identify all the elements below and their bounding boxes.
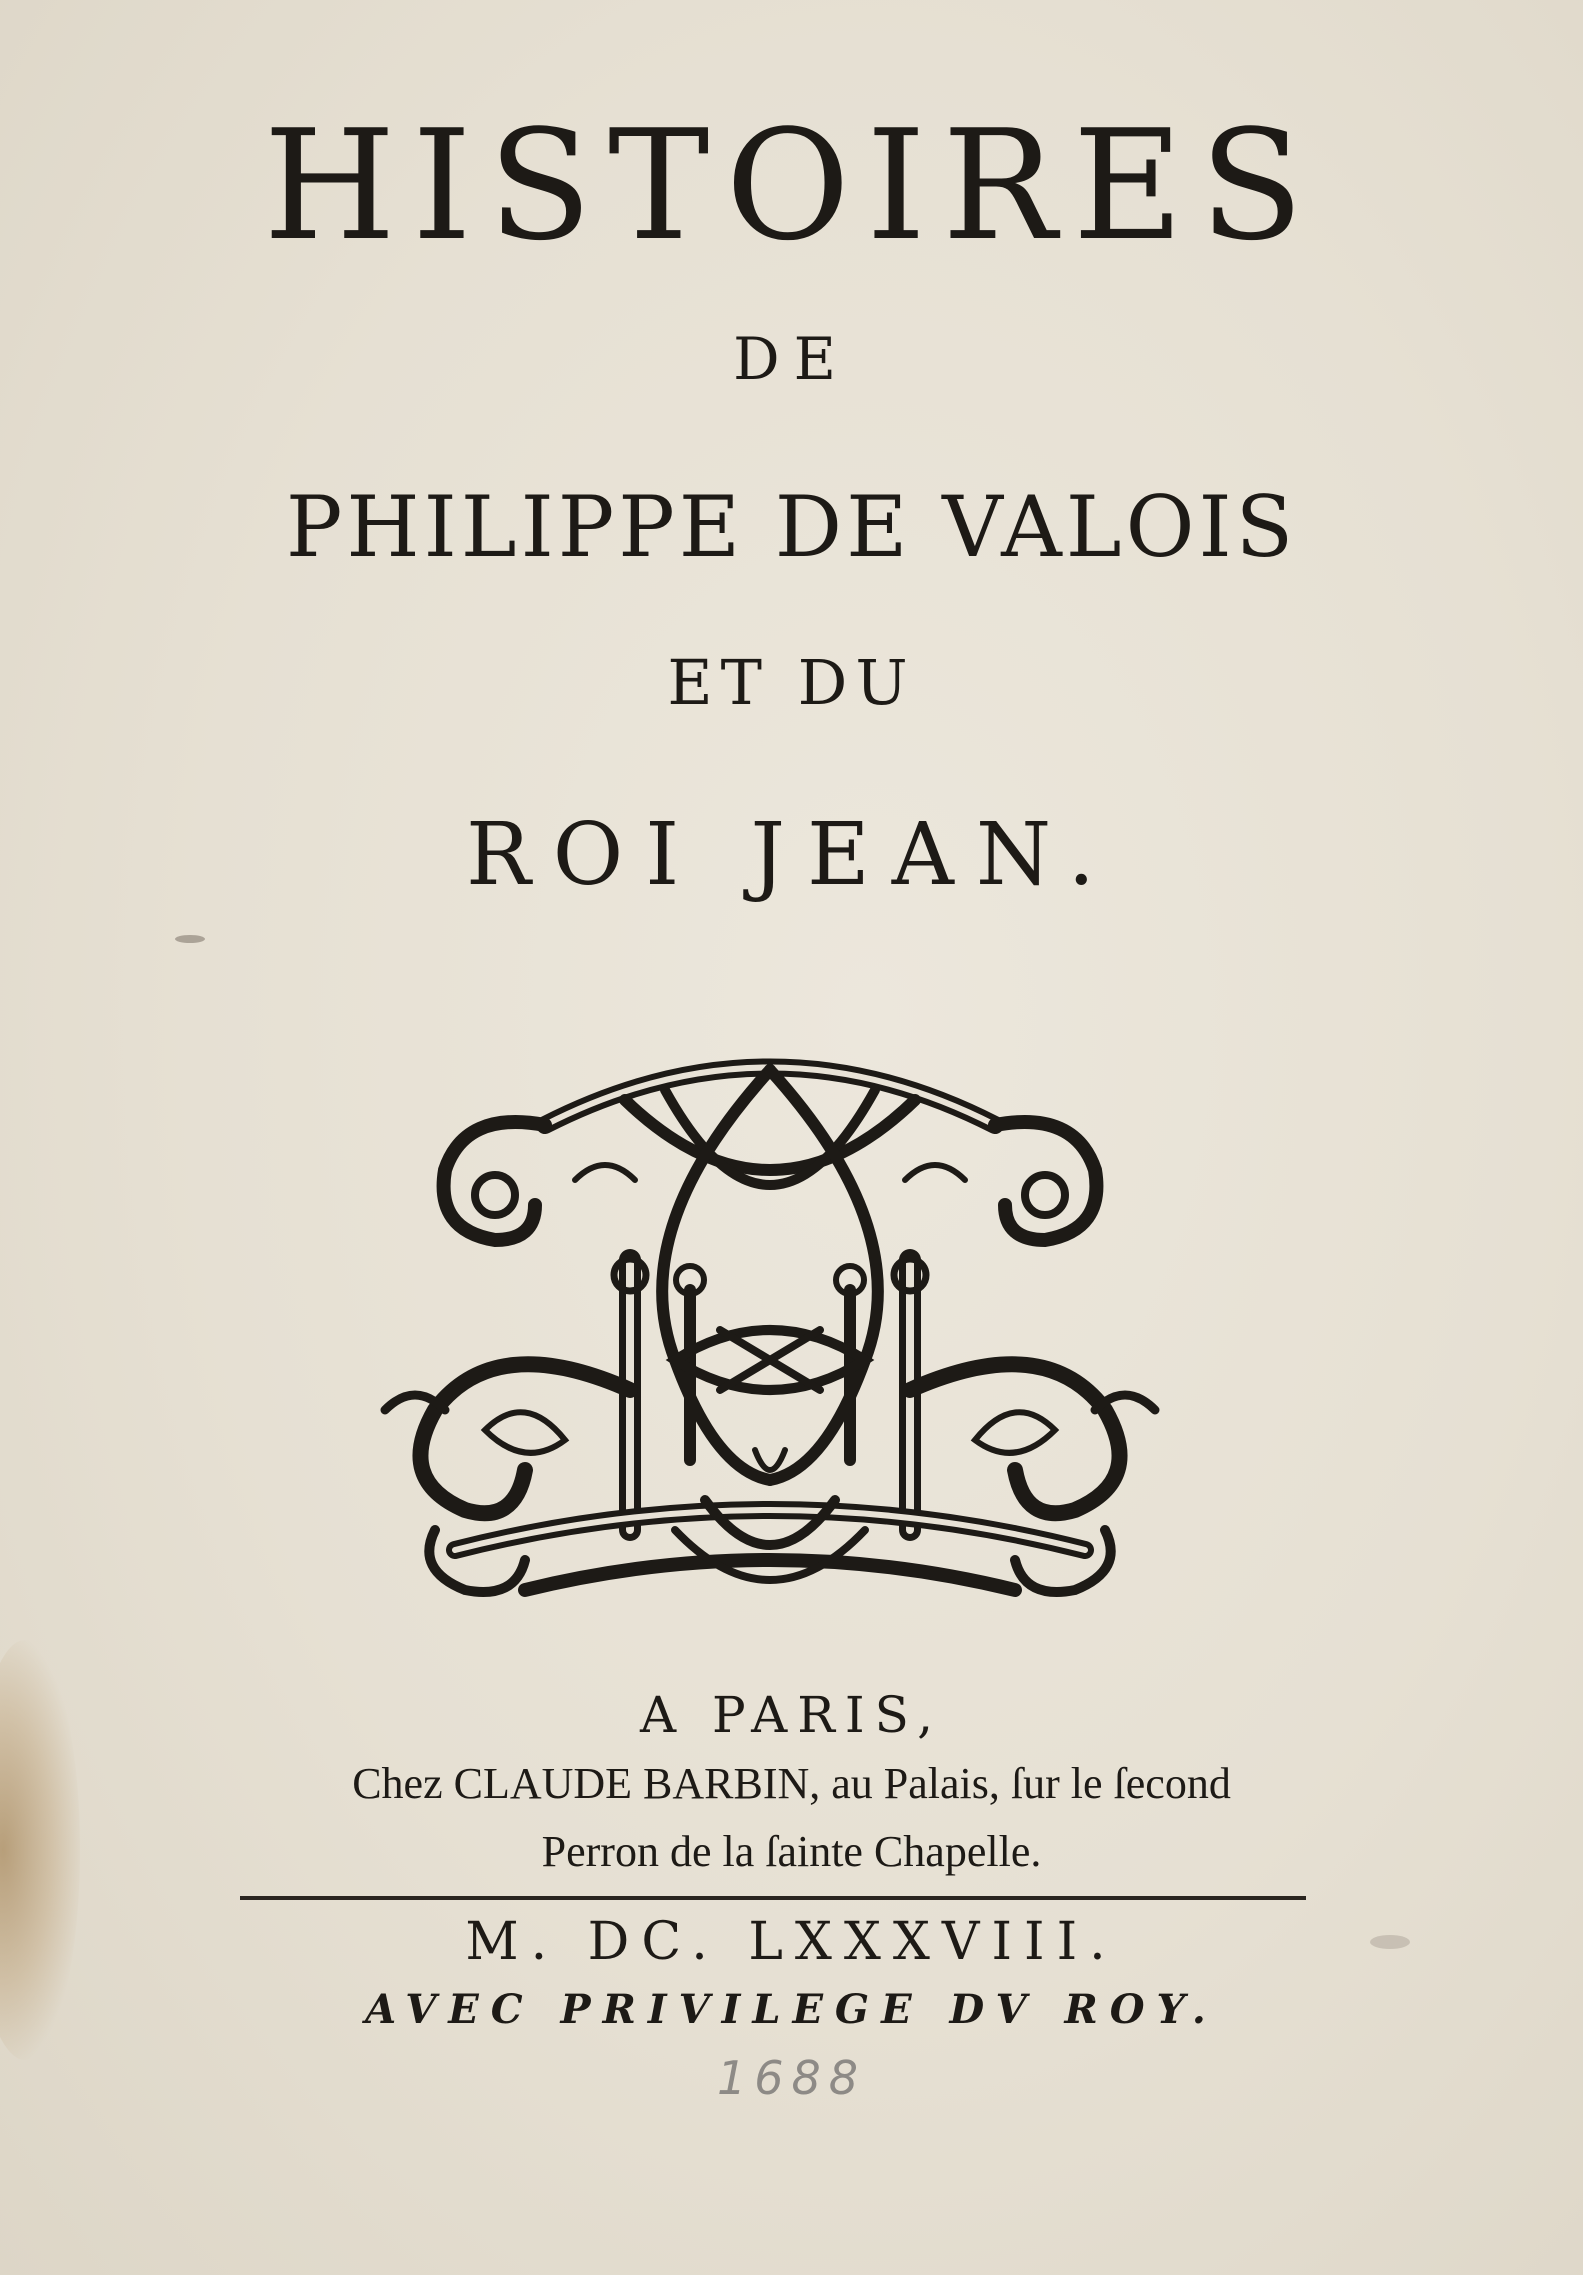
imprint-address-line: Perron de la ſainte Chapelle. [541,1827,1042,1876]
publication-date: M. DC. LXXXVIII. [465,1912,1118,1972]
imprint-publisher-line: Chez CLAUDE BARBIN, au Palais, ſur le ſecond [352,1759,1231,1808]
horizontal-rule [240,1896,1306,1900]
interlaced-monogram-ornament-icon [375,1030,1165,1620]
subject-philippe: PHILIPPE DE VALOIS [285,478,1298,576]
imprint-place: A PARIS, [640,1686,943,1744]
pencil-annotation: 1688 [716,2051,867,2105]
book-title: HISTOIRES [263,97,1320,274]
royal-privilege: AVEC PRIVILEGE DV ROY. [365,1986,1218,2033]
title-connector-et-du: ET DU [667,646,916,719]
title-connector-de: DE [733,325,850,393]
ink-speck [175,935,205,943]
subject-roi-jean: ROI JEAN. [465,805,1117,905]
